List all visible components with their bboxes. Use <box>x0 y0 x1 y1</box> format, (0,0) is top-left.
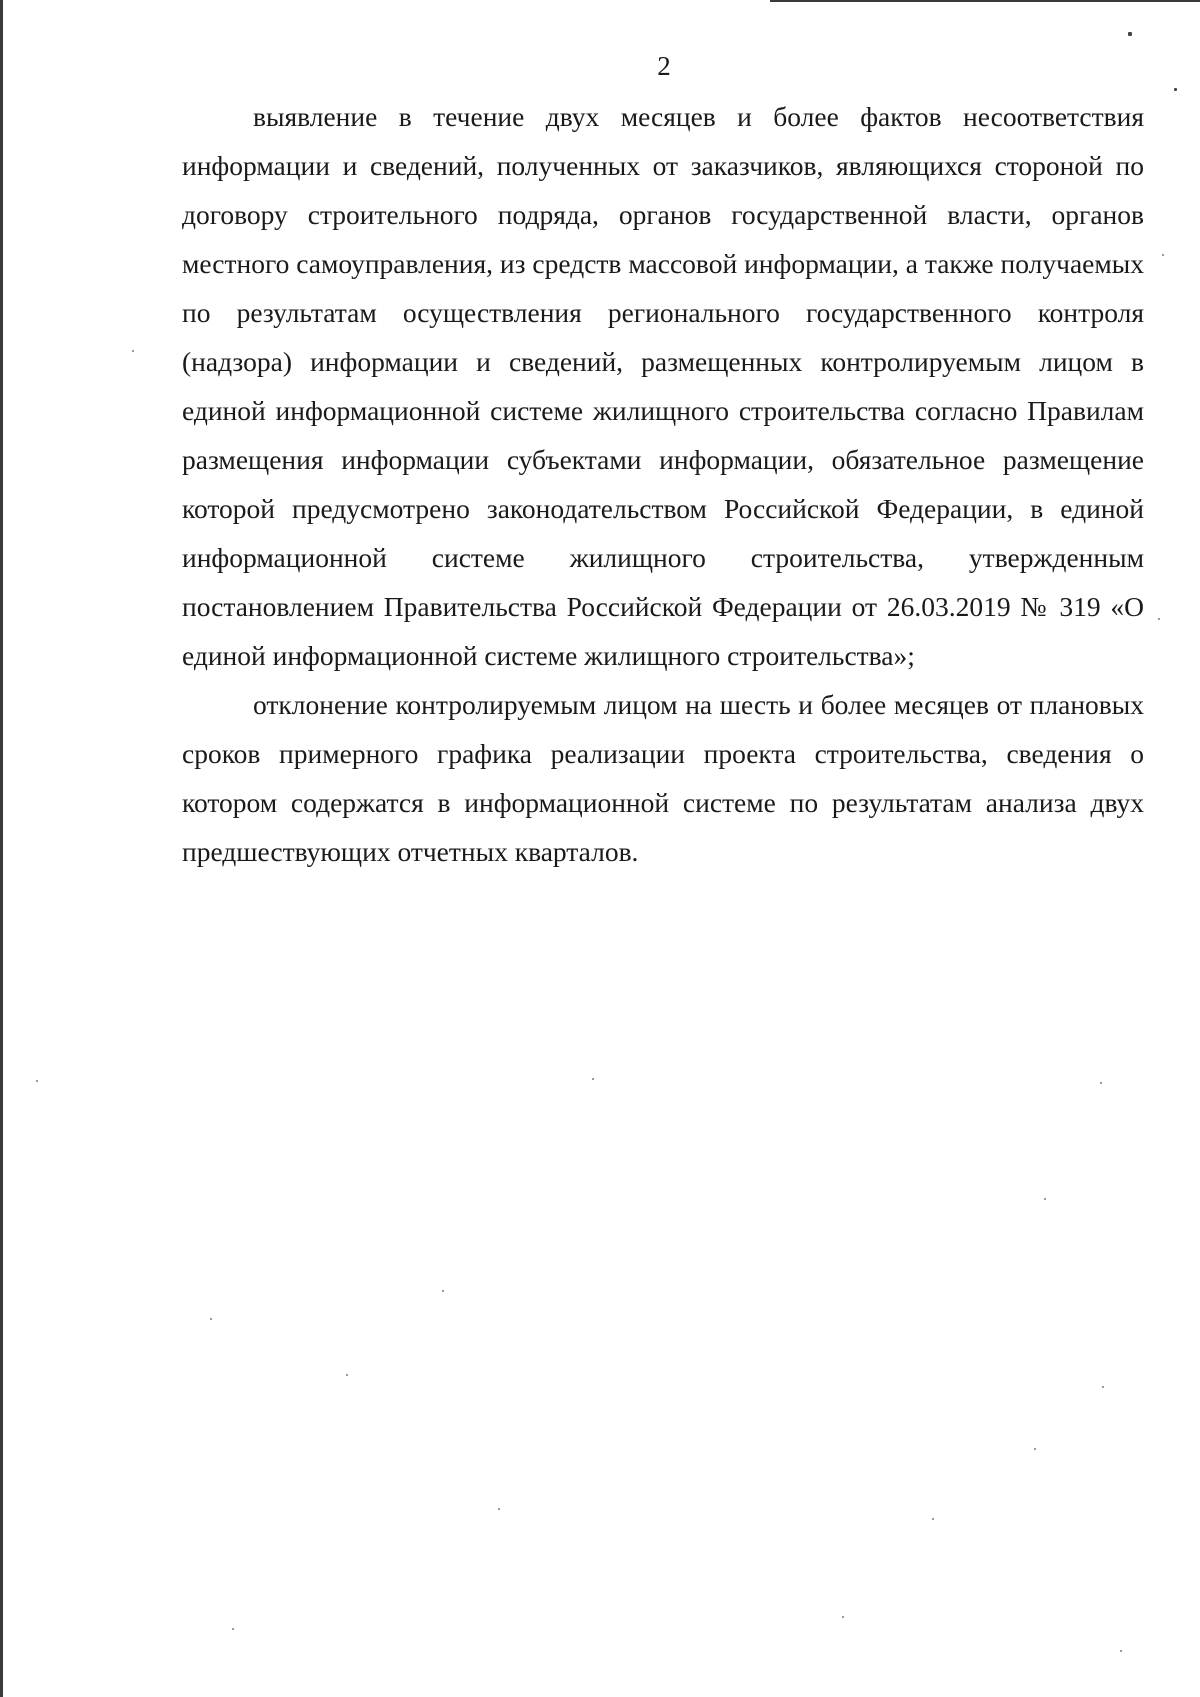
scan-speck <box>1034 1448 1036 1450</box>
scan-top-border <box>770 0 1200 2</box>
scan-speck <box>1162 254 1164 256</box>
scan-speck <box>932 1518 934 1520</box>
scan-left-border <box>0 0 3 1697</box>
page-number: 2 <box>657 51 671 81</box>
scan-speck <box>232 1628 234 1630</box>
scan-speck <box>36 1080 38 1082</box>
scan-speck <box>210 1318 212 1320</box>
scan-speck <box>592 1078 594 1080</box>
scan-speck <box>442 1290 444 1292</box>
document-body <box>182 92 1144 876</box>
scan-speck <box>1102 1386 1104 1388</box>
scan-speck <box>346 1374 348 1376</box>
scan-speck <box>1158 618 1160 620</box>
paragraph-1: выявление в течение двух месяцев и более фактов несоответствия информации и сведений, полученных от заказчиков, являющихся стороной по договору строительного подряда, органов государственной власти, органов местного самоуправления, из средств массовой информации, а также получаемых по результатам осуществления регионального государственного контроля (надзора) информации и сведений, размещенных контролируемым лицом в единой информационной системе жилищного строительства согласно Правилам размещения информации субъектами информации, обязательное размещение которой предусмотрено законодательством Российской Федерации, в единой информационной системе жилищного строительства, утвержденным постановлением Правительства Российской Федерации от 26.03.2019 № 319 «О единой информационной системе жилищного строительства»; <box>182 101 1144 671</box>
scan-speck <box>1044 1198 1046 1200</box>
paragraph-2: отклонение контролируемым лицом на шесть и более месяцев от плановых сроков примерного графика реализации проекта строительства, сведения о котором содержатся в информационной системе по результатам анализа двух предшествующих отчетных кварталов. <box>182 689 1144 867</box>
scan-speck <box>1174 88 1177 91</box>
scan-speck <box>1120 1650 1122 1652</box>
scan-speck <box>1128 32 1132 36</box>
scan-speck <box>1100 1082 1102 1084</box>
scan-speck <box>498 1508 500 1510</box>
scan-speck <box>842 1616 844 1618</box>
scan-speck <box>132 350 134 352</box>
